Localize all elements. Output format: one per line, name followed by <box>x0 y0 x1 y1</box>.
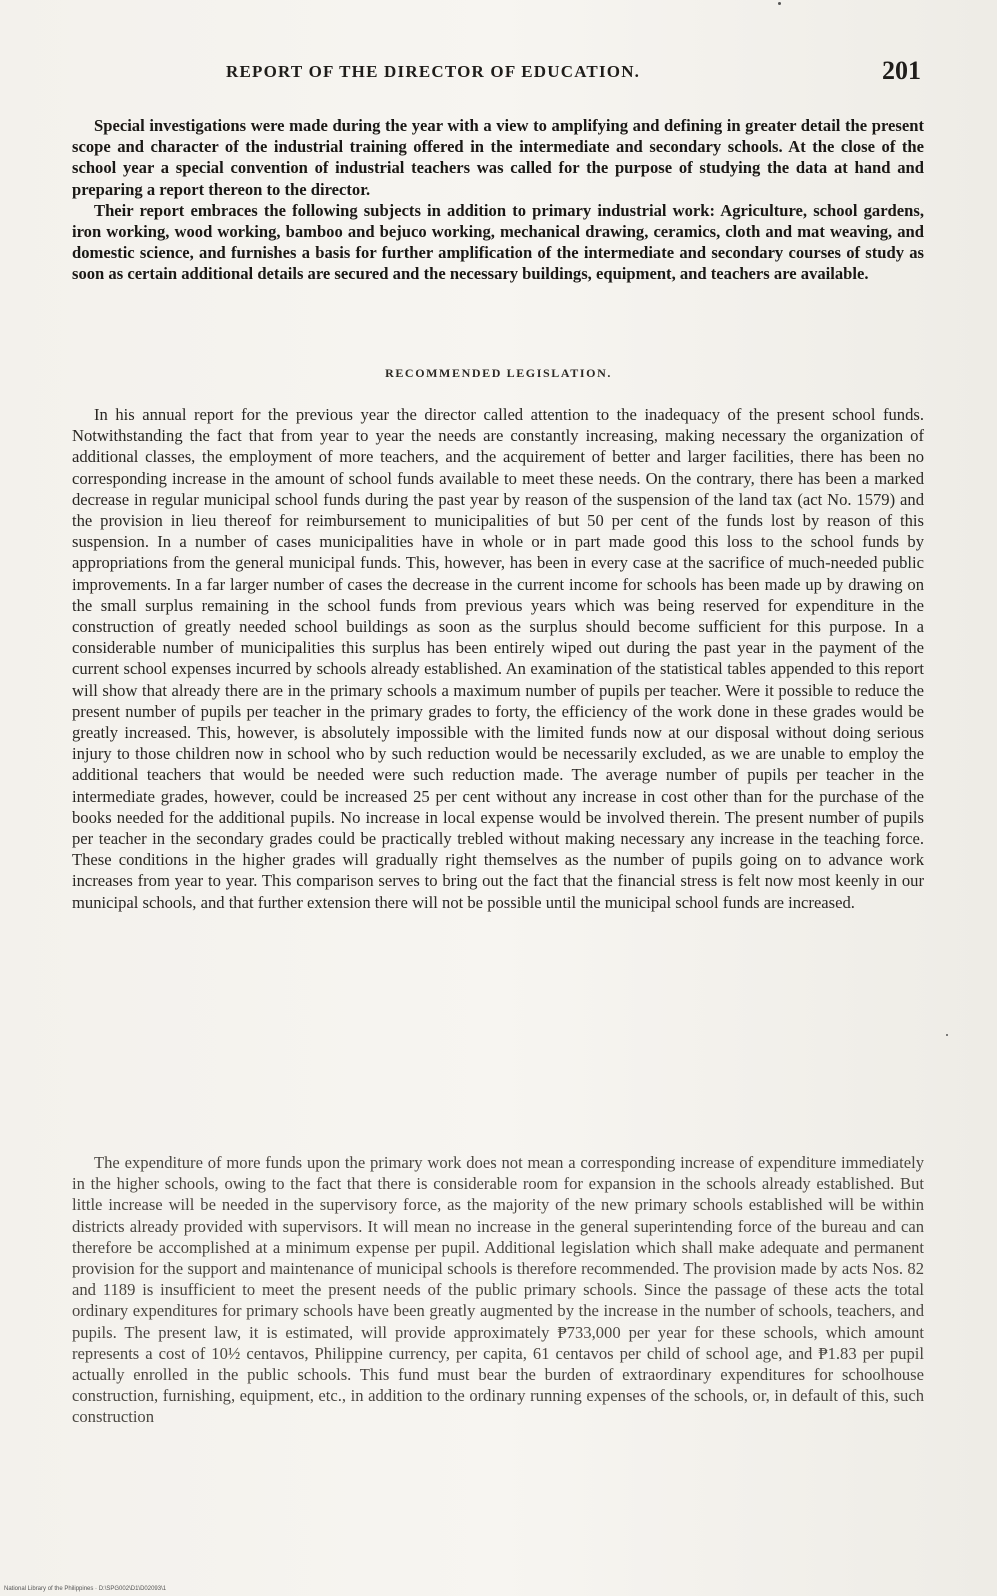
section-body-continued <box>72 1152 924 1428</box>
intro-paragraph-1: Special investigations were made during the year with a view to amplifying and defining in greater detail the present scope and character of the industrial training offered in the intermediate and secondary schools. At the close of the school year a special convention of industrial teachers was called for the purpose of studying the data at hand and preparing a report thereon to the director. <box>72 116 924 199</box>
section-heading: RECOMMENDED LEGISLATION. <box>385 366 612 380</box>
section-paragraph-1: In his annual report for the previous year the director called attention to the inadequacy of the present school funds. Notwithstanding the fact that from year to year the needs are constantly increasing, making necessary the organization of additional classes, the employment of more teachers, and the acquirement of better and larger facilities, there has been no corresponding increase in the amount of school funds available to meet these needs. On the contrary, there has been a marked decrease in regular municipal school funds during the past year by reason of the suspension of the land tax (act No. 1579) and the provision in lieu thereof for reimbursement to municipalities of but 50 per cent of the funds lost by reason of this suspension. In a number of cases municipalities have in whole or in part made good this loss to the school funds by appropriations from the general municipal funds. This, however, has been in every case at the sacrifice of much-needed public improvements. In a far larger number of cases the decrease in the current income for schools has been made up by drawing on the small surplus remaining in the school funds from previous years which was being reserved for expenditure in the construction of greatly needed school buildings as soon as the surplus should become sufficient for this purpose. In a considerable number of municipalities this surplus has been entirely wiped out during the past year in the payment of the current school expenses incurred by schools already established. An examination of the statistical tables appended to this report will show that already there are in the primary schools a maximum number of pupils per teacher. Were it possible to reduce the present number of pupils per teacher in the primary grades to forty, the efficiency of the work done in these grades would be greatly increased. This, however, is absolutely impossible with the limited funds now at our disposal without doing serious injury to those children now in school who by such reduction would be necessarily excluded, as we are unable to employ the additional teachers that would be needed were such reduction made. The average number of pupils per teacher in the intermediate grades, however, could be increased 25 per cent without any increase in cost other than for the purchase of the books needed for the additional pupils. No increase in local expense would be involved therein. The present number of pupils per teacher in the secondary grades could be practically trebled without making necessary any increase in the teaching force. These conditions in the higher grades will gradually right themselves as the number of pupils going on to advance work increases from year to year. This comparison serves to bring out the fact that the financial stress is felt now most keenly in our municipal schools, and that further extension there will not be possible until the municipal school funds are increased. <box>72 405 924 912</box>
section-body <box>72 404 924 913</box>
page-number: 201 <box>882 56 921 85</box>
intro-paragraph-2: Their report embraces the following subjects in addition to primary industrial work: Agriculture, school gardens, iron working, wood working, bamboo and bejuco working, mechanical drawing, ceramics, cloth and mat weaving, and domestic science, and furnishes a basis for further amplification of the intermediate and secondary courses of study as soon as certain additional details are secured and the necessary buildings, equipment, and teachers are available. <box>72 200 924 284</box>
section-paragraph-2: The expenditure of more funds upon the primary work does not mean a corresponding increase of expenditure immediately in the higher schools, owing to the fact that there is considerable room for expansion in the schools already established. But little increase will be needed in the supervisory force, as the majority of the new primary schools established will be within districts already provided with supervisors. It will mean no increase in the general superintending force of the bureau and can therefore be accomplished at a minimum expense per pupil. Additional legislation which shall make adequate and permanent provision for the support and maintenance of municipal schools is therefore recommended. The provision made by acts Nos. 82 and 1189 is insufficient to meet the present needs of the public primary schools. Since the passage of these acts the total ordinary expenditures for primary schools have been greatly augmented by the increase in the number of schools, teachers, and pupils. The present law, it is estimated, will provide approximately ₱733,000 per year for these schools, which amount represents a cost of 10½ centavos, Philippine currency, per capita, 61 centavos per child of school age, and ₱1.83 per pupil actually enrolled in the public schools. This fund must bear the burden of extraordinary expenditures for schoolhouse construction, furnishing, equipment, etc., in addition to the ordinary running expenses of the schools, or, in default of this, such construction <box>72 1153 924 1427</box>
scan-speck <box>778 2 781 5</box>
intro-text <box>72 115 924 285</box>
running-title: REPORT OF THE DIRECTOR OF EDUCATION. <box>226 62 641 81</box>
scan-speck <box>946 1034 948 1036</box>
page-header <box>76 56 921 90</box>
scan-footer: National Library of the Philippines · D:\SPG002\D1\D02093\1 <box>4 1586 167 1592</box>
